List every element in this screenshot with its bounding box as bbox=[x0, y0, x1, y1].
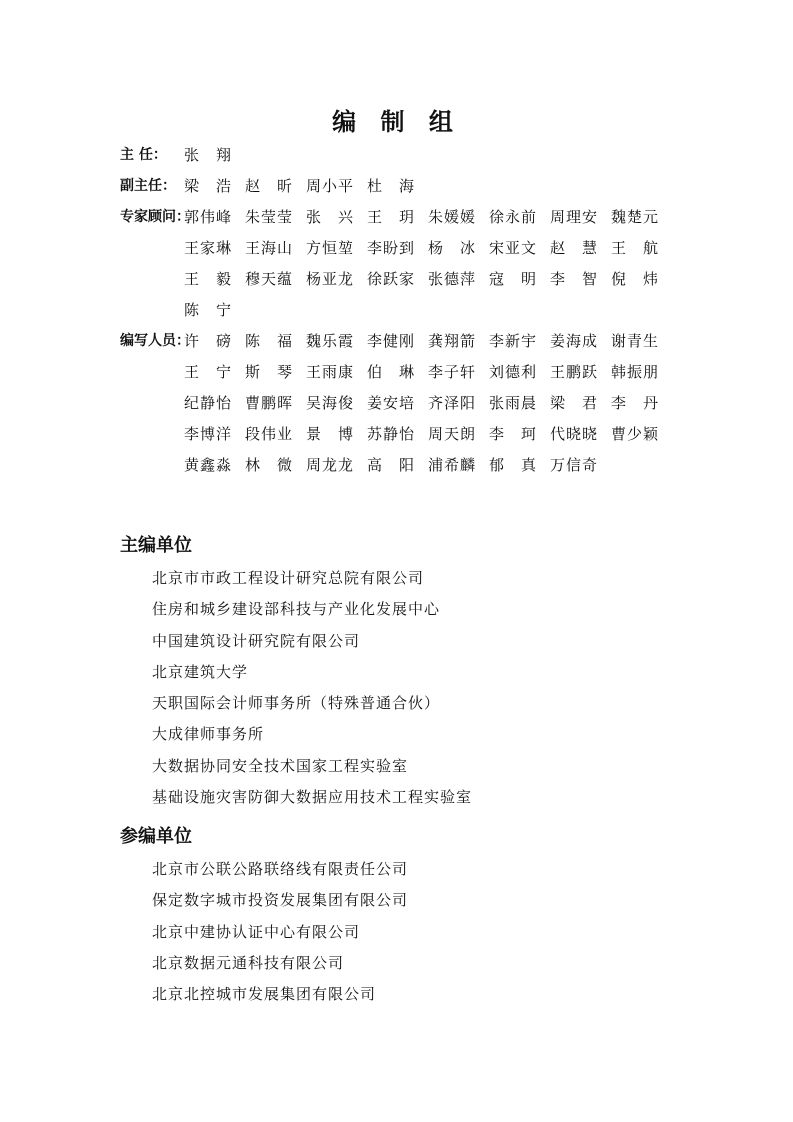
person-name: 陈 宁 bbox=[184, 301, 231, 319]
role-director bbox=[120, 140, 680, 171]
person-name: 代晓晓 bbox=[550, 425, 597, 443]
person-name: 李 丹 bbox=[611, 394, 658, 412]
name-list bbox=[184, 202, 672, 326]
person-name: 梁 君 bbox=[550, 394, 597, 412]
unit-item: 中国建筑设计研究院有限公司 bbox=[152, 631, 361, 650]
person-name: 曹鹏晖 bbox=[245, 394, 292, 412]
role-label: 主 任： bbox=[120, 147, 167, 163]
person-name: 王 毅 bbox=[184, 270, 231, 288]
person-name: 许 磅 bbox=[184, 332, 231, 350]
person-name: 李博洋 bbox=[184, 425, 231, 443]
person-name: 周龙龙 bbox=[306, 456, 353, 474]
person-name: 杨亚龙 bbox=[306, 270, 353, 288]
person-name: 赵 昕 bbox=[245, 177, 292, 195]
person-name: 魏楚元 bbox=[611, 208, 658, 226]
unit-item: 北京市公联公路联络线有限责任公司 bbox=[152, 860, 409, 878]
unit-item: 天职国际会计师事务所（特殊普通合伙） bbox=[152, 694, 441, 713]
person-name: 黄鑫淼 bbox=[184, 456, 231, 474]
name-list bbox=[184, 171, 672, 202]
person-name: 吴海俊 bbox=[306, 394, 353, 412]
person-name: 齐泽阳 bbox=[428, 394, 475, 412]
person-name: 杜 海 bbox=[367, 177, 414, 195]
role-label: 专家顾问： bbox=[120, 209, 190, 225]
person-name: 赵 慧 bbox=[550, 239, 597, 257]
unit-item: 北京市市政工程设计研究总院有限公司 bbox=[152, 569, 425, 587]
person-name: 韩振朋 bbox=[611, 363, 658, 381]
person-name: 陈 福 bbox=[245, 332, 292, 350]
person-name: 李 智 bbox=[550, 270, 597, 288]
person-name: 张 兴 bbox=[306, 208, 353, 226]
role-writers bbox=[120, 326, 680, 481]
unit-item: 大数据协同安全技术国家工程实验室 bbox=[152, 756, 409, 775]
person-name: 朱莹莹 bbox=[245, 208, 292, 226]
person-name: 伯 琳 bbox=[367, 363, 414, 381]
person-name: 寇 明 bbox=[489, 270, 536, 288]
person-name: 魏乐霞 bbox=[306, 332, 353, 350]
person-name: 杨 冰 bbox=[428, 239, 475, 257]
chief-units-list bbox=[152, 563, 472, 813]
person-name: 郁 真 bbox=[489, 456, 536, 474]
person-name: 曹少颖 bbox=[611, 425, 658, 443]
person-name: 龚翔箭 bbox=[428, 332, 475, 350]
person-name: 李健刚 bbox=[367, 332, 414, 350]
name-list bbox=[184, 326, 672, 481]
person-name: 张德萍 bbox=[428, 270, 475, 288]
unit-item: 大成律师事务所 bbox=[152, 725, 265, 744]
person-name: 朱媛媛 bbox=[428, 208, 475, 226]
person-name: 倪 炜 bbox=[611, 270, 658, 288]
person-name: 王 宁 bbox=[184, 363, 231, 381]
person-name: 景 博 bbox=[306, 425, 353, 443]
person-name: 万信奇 bbox=[550, 456, 597, 474]
chief-units-heading: 主编单位 bbox=[120, 535, 192, 556]
person-name: 徐跃家 bbox=[367, 270, 414, 288]
unit-item: 北京数据元通科技有限公司 bbox=[152, 953, 345, 972]
person-name: 谢青生 bbox=[611, 332, 658, 350]
role-label: 副主任： bbox=[120, 178, 176, 194]
person-name: 梁 浩 bbox=[184, 177, 231, 195]
person-name: 段伟业 bbox=[245, 425, 292, 443]
role-deputy-director bbox=[120, 171, 680, 202]
person-name: 王雨康 bbox=[306, 363, 353, 381]
person-name: 王海山 bbox=[245, 239, 292, 257]
participating-units-list bbox=[152, 854, 408, 1010]
unit-item: 保定数字城市投资发展集团有限公司 bbox=[152, 891, 409, 910]
person-name: 姜安培 bbox=[367, 394, 414, 412]
unit-item: 北京建筑大学 bbox=[152, 662, 249, 681]
person-name: 纪静怡 bbox=[184, 394, 231, 412]
person-name: 李 珂 bbox=[489, 425, 536, 443]
person-name: 刘德利 bbox=[489, 363, 536, 381]
person-name: 宋亚文 bbox=[489, 239, 536, 257]
unit-item: 北京北控城市发展集团有限公司 bbox=[152, 985, 377, 1004]
person-name: 李子轩 bbox=[428, 363, 475, 381]
unit-item: 住房和城乡建设部科技与产业化发展中心 bbox=[152, 600, 441, 619]
name-list bbox=[184, 140, 672, 171]
person-name: 徐永前 bbox=[489, 208, 536, 226]
role-experts bbox=[120, 202, 680, 326]
person-name: 周小平 bbox=[306, 177, 353, 195]
person-name: 王 玥 bbox=[367, 208, 414, 226]
person-name: 张雨晨 bbox=[489, 394, 536, 412]
role-label: 编写人员： bbox=[120, 333, 190, 349]
person-name: 李新宇 bbox=[489, 332, 536, 350]
person-name: 张 翔 bbox=[184, 146, 231, 164]
person-name: 高 阳 bbox=[367, 456, 414, 474]
person-name: 李盼到 bbox=[367, 239, 414, 257]
unit-item: 北京中建协认证中心有限公司 bbox=[152, 922, 361, 941]
person-name: 斯 琴 bbox=[245, 363, 292, 381]
person-name: 穆天蕴 bbox=[245, 270, 292, 288]
person-name: 郭伟峰 bbox=[184, 208, 231, 226]
person-name: 浦希麟 bbox=[428, 456, 475, 474]
person-name: 苏静怡 bbox=[367, 425, 414, 443]
person-name: 方恒堃 bbox=[306, 239, 353, 257]
person-name: 林 微 bbox=[245, 456, 292, 474]
unit-item: 基础设施灾害防御大数据应用技术工程实验室 bbox=[152, 788, 473, 807]
participating-units-heading: 参编单位 bbox=[120, 826, 192, 847]
person-name: 周天朗 bbox=[428, 425, 475, 443]
person-name: 周理安 bbox=[550, 208, 597, 226]
page-title: 编 制 组 bbox=[332, 108, 461, 136]
committee-roles bbox=[120, 140, 680, 481]
person-name: 王家琳 bbox=[184, 239, 231, 257]
person-name: 王 航 bbox=[611, 239, 658, 257]
person-name: 姜海成 bbox=[550, 332, 597, 350]
person-name: 王鹏跃 bbox=[550, 363, 597, 381]
